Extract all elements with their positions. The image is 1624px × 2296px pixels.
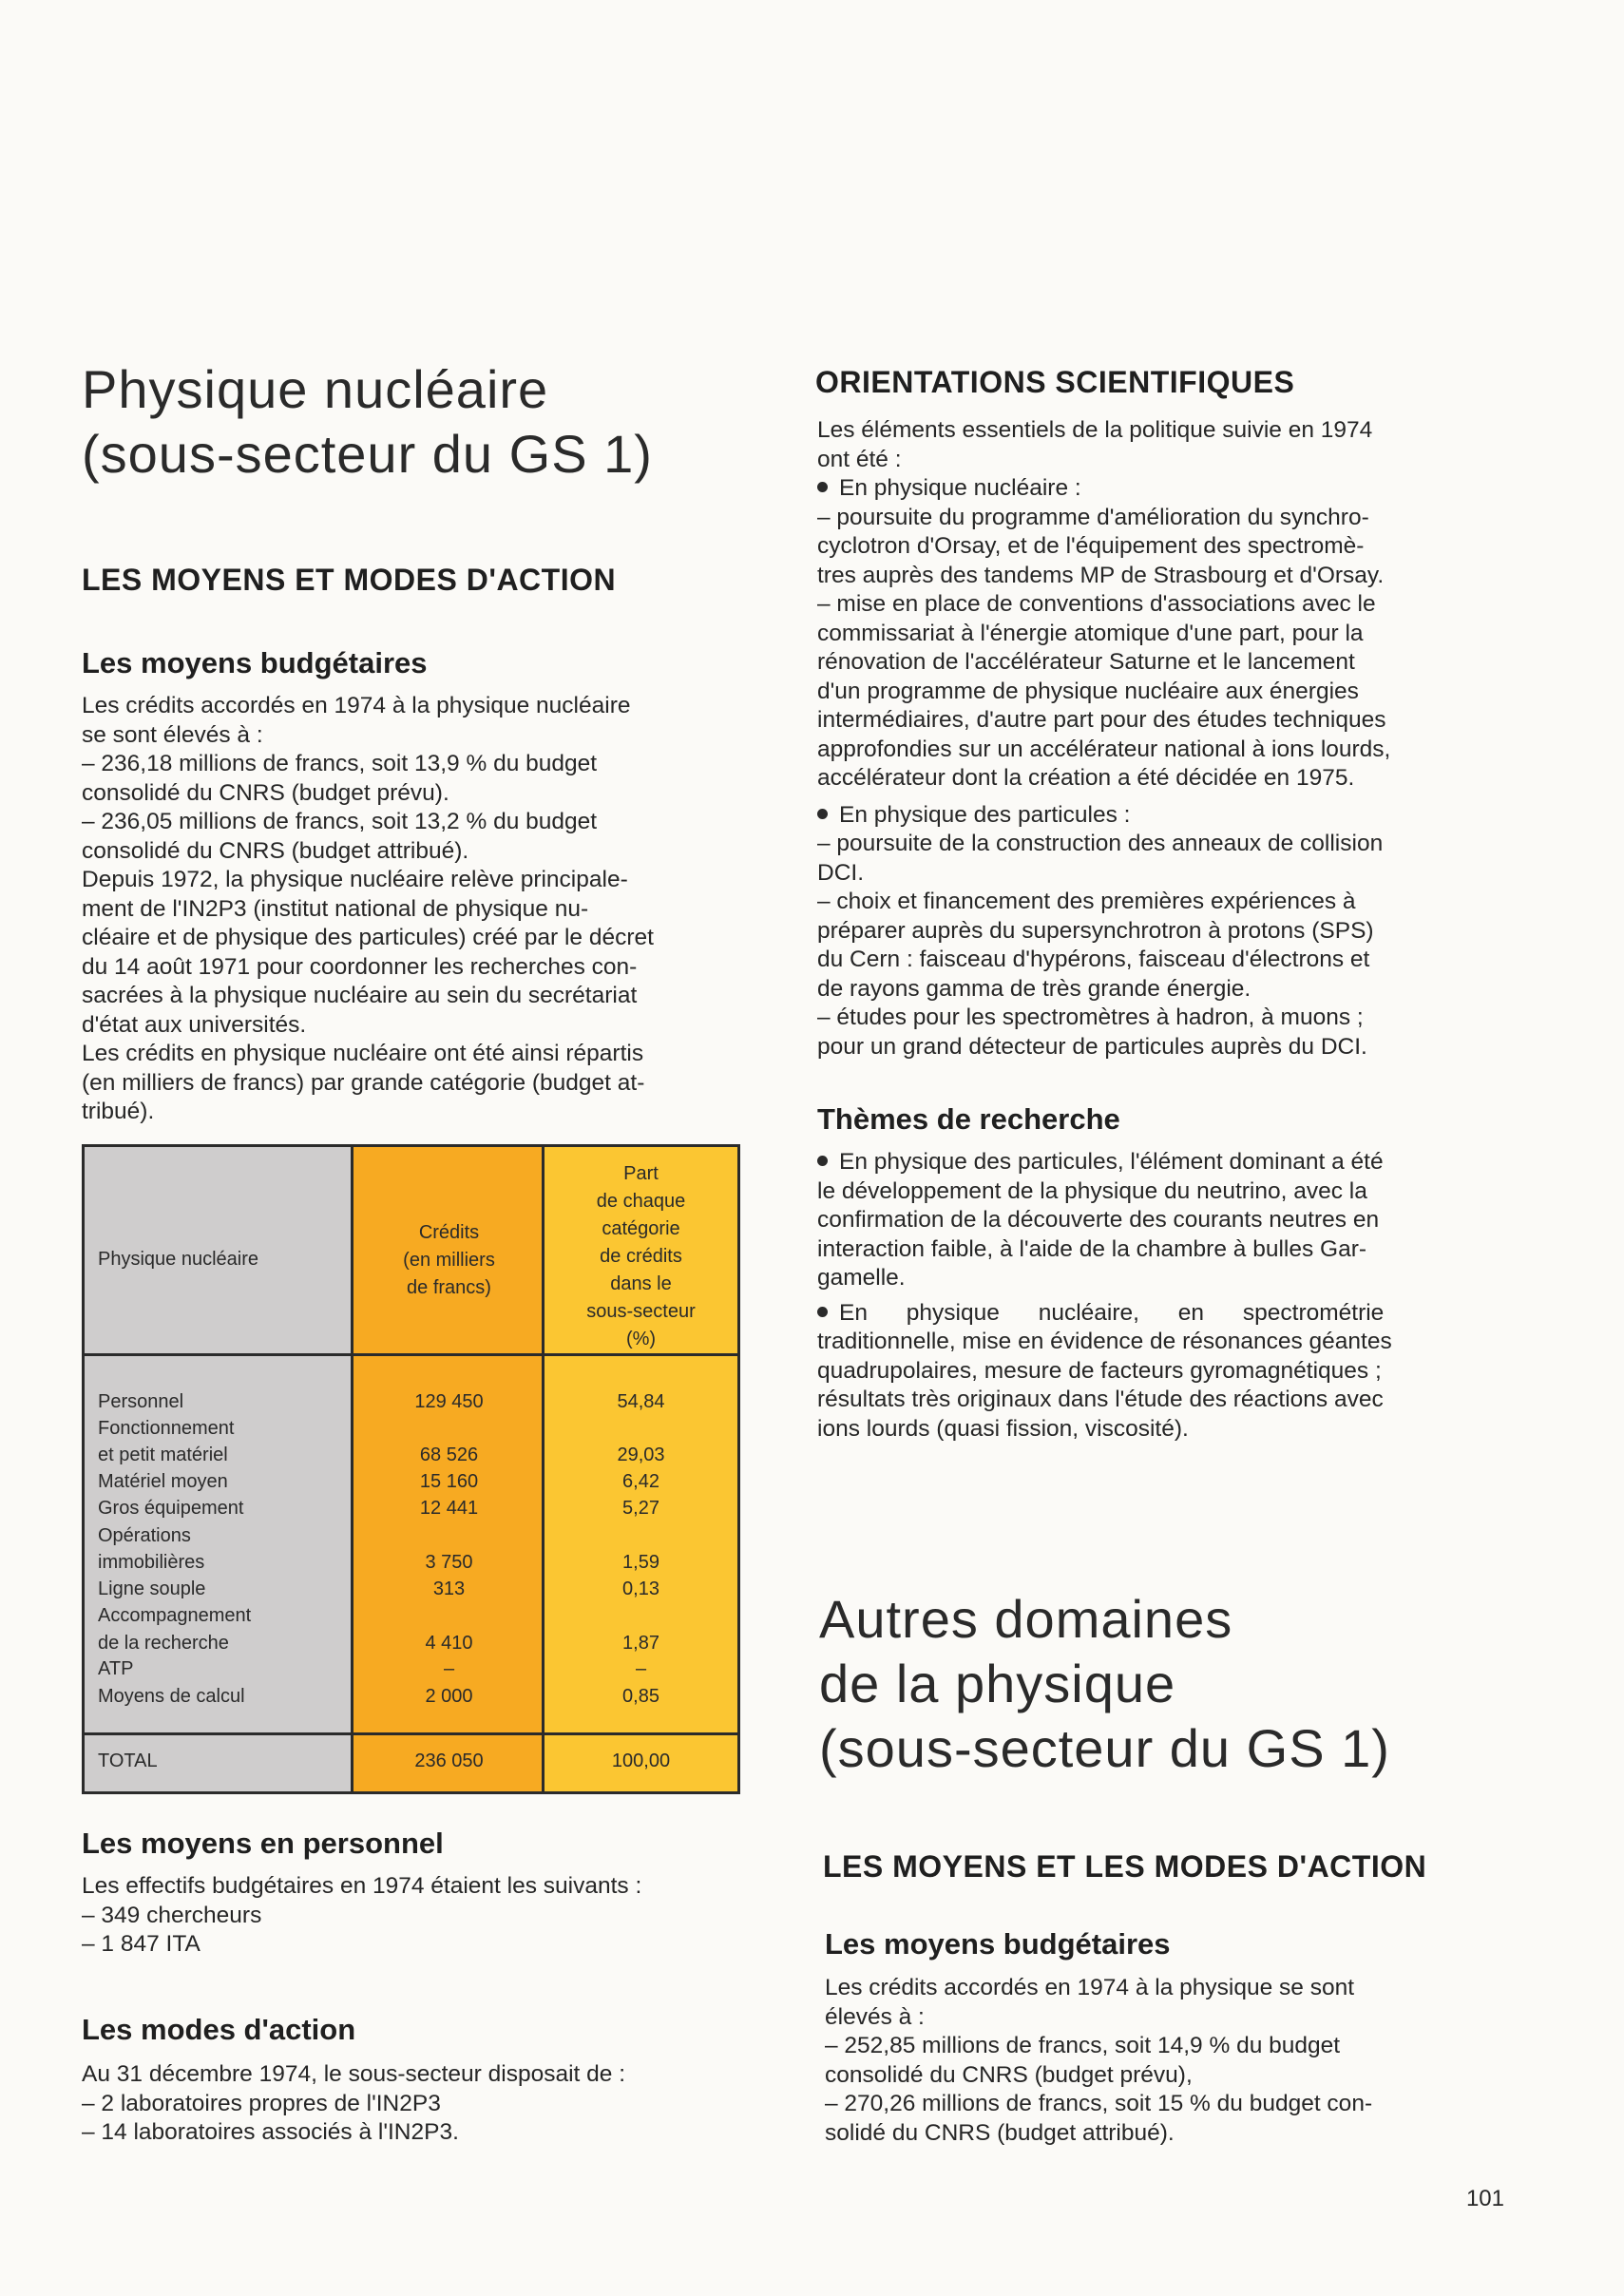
text-line: préparer auprès du supersynchrotron à protons (SPS) [817,917,1374,944]
heading-moyens-personnel: Les moyens en personnel [82,1827,444,1860]
text-line: commissariat à l'énergie atomique d'une part, pour la [817,620,1364,646]
table-row-credits: 12 441 [419,1498,479,1519]
bullet-line [817,1148,1498,1177]
table-row-credits: 129 450 [414,1391,484,1412]
text-line: résultats très originaux dans l'étude des réactions avec [817,1387,1384,1412]
text-line: interaction faible, à l'aide de la chambre à bulles Gar- [817,1235,1367,1262]
table-row-part: 1,87 [622,1633,659,1654]
heading-orientations: ORIENTATIONS SCIENTIFIQUES [815,365,1295,399]
header-line: dans le [610,1273,672,1294]
text-line: gamelle. [817,1265,906,1291]
section-title-other-physics [819,1587,1390,1781]
text-line: – 236,18 millions de francs, soit 13,9 % du budget [82,751,598,776]
table-row-credits: – [443,1658,455,1679]
table-total-credits: 236 050 [414,1751,484,1771]
text-line: consolidé du CNRS (budget attribué). [82,837,469,864]
bullet-line [817,801,1498,831]
heading-themes: Thèmes de recherche [817,1102,1120,1136]
orientations-paragraph [817,416,1498,1062]
text-line: Au 31 décembre 1974, le sous-secteur disposait de : [82,2061,626,2087]
text-line: approfondies sur un accélérateur national à ions lourds, [817,736,1391,762]
title-line: (sous-secteur du GS 1) [82,424,653,484]
text-line: le développement de la physique du neutrino, avec la [817,1177,1367,1204]
text-line: pour un grand détecteur de particules auprès du DCI. [817,1033,1367,1060]
text-line: d'état aux universités. [82,1011,307,1038]
text-line: Les crédits accordés en 1974 à la physique se sont [825,1975,1355,2000]
table-row-credits: 68 526 [419,1445,479,1465]
table-header-part [545,1160,737,1353]
table-row-part: 1,59 [622,1552,659,1573]
text-line: du Cern : faisceau d'hypérons, faisceau d'électrons et [817,947,1370,972]
text-line: DCI. [817,859,864,886]
header-line: Part [623,1163,659,1184]
personnel-paragraph [82,1872,739,1960]
bullet-text: En physique nucléaire : [839,475,1081,501]
table-row-part: 0,13 [622,1578,659,1599]
table-row-part: 5,27 [622,1498,659,1519]
table-total-part: 100,00 [611,1751,671,1771]
table-row-label: Gros équipement [98,1498,244,1519]
text-line: Les crédits en physique nucléaire ont été ainsi répartis [82,1041,644,1066]
table-row-label: Ligne souple [98,1578,206,1599]
text-line: consolidé du CNRS (budget prévu). [82,779,449,806]
header-line: (en milliers [403,1250,495,1271]
text-line: – poursuite du programme d'amélioration du synchro- [817,504,1369,530]
text-line: du 14 août 1971 pour coordonner les recherches con- [82,953,638,980]
text-line: – 349 chercheurs [82,1902,262,1928]
table-total-rule [85,1732,737,1735]
table-row-credits: 4 410 [425,1633,473,1654]
text-line: Les crédits accordés en 1974 à la physique nucléaire [82,693,631,718]
title-line: de la physique [819,1654,1176,1713]
table-row-credits: 313 [432,1578,466,1599]
page-number: 101 [1465,2186,1504,2211]
text-line: – 252,85 millions de francs, soit 14,9 % du budget [825,2033,1341,2058]
heading-moyens-modes-2: LES MOYENS ET LES MODES D'ACTION [823,1849,1427,1884]
table-row-credits: 3 750 [425,1552,473,1573]
text-line: – 270,26 millions de francs, soit 15 % du budget con- [825,2091,1373,2116]
text-line: – 236,05 millions de francs, soit 13,2 % du budget [82,809,598,834]
table-row-part: 54,84 [617,1391,665,1412]
table-row-label: immobilières [98,1552,205,1573]
text-line: – poursuite de la construction des anneaux de collision [817,831,1384,856]
text-line: ment de l'IN2P3 (institut national de physique nu- [82,895,589,922]
text-line: cyclotron d'Orsay, et de l'équipement des spectromè- [817,533,1365,559]
text-line: d'un programme de physique nucléaire aux énergies [817,678,1359,704]
text-line: tres auprès des tandems MP de Strasbourg et d'Orsay. [817,562,1385,588]
table-row-part: – [635,1658,647,1679]
table-row-part: 29,03 [617,1445,665,1465]
table-row-part: 6,42 [622,1471,659,1492]
table-row-label: Matériel moyen [98,1471,228,1492]
text-line: traditionnelle, mise en évidence de résonances géantes [817,1329,1392,1354]
table-row-label: et petit matériel [98,1445,228,1465]
header-line: de crédits [600,1246,682,1267]
header-line: (%) [625,1329,657,1349]
text-line: cléaire et de physique des particules) créé par le décret [82,925,654,950]
table-total-label: TOTAL [98,1751,158,1771]
text-line: élevés à : [825,2003,925,2030]
header-line: de francs) [407,1277,491,1298]
table-header-label: Physique nucléaire [98,1249,258,1270]
text-line: intermédiaires, d'autre part pour des études techniques [817,707,1386,733]
text-line: sacrées à la physique nucléaire au sein du secrétariat [82,983,638,1008]
header-line: de chaque [596,1191,686,1212]
table-row-label: Opérations [98,1525,191,1546]
bullet-line [817,474,1498,504]
text-line: – 14 laboratoires associés à l'IN2P3. [82,2119,459,2145]
bullet-icon [817,1156,828,1166]
header-line: Crédits [418,1222,480,1243]
text-line: Les effectifs budgétaires en 1974 étaient les suivants : [82,1873,642,1899]
heading-modes-action: Les modes d'action [82,2013,356,2046]
text-line: – 1 847 ITA [82,1931,201,1957]
modes-paragraph [82,2060,739,2148]
title-line: (sous-secteur du GS 1) [819,1718,1390,1778]
text-line: se sont élevés à : [82,721,263,748]
table-row-label: Accompagnement [98,1605,252,1626]
table-header-credits [353,1219,545,1302]
bullet-line [817,1299,1498,1329]
text-line: Depuis 1972, la physique nucléaire relève principale- [82,867,628,892]
table-row-label: Moyens de calcul [98,1686,245,1707]
bullet-icon [817,809,828,819]
bullet-text: En physique des particules : [839,801,1131,828]
header-line: sous-secteur [586,1301,696,1322]
text-line: – 2 laboratoires propres de l'IN2P3 [82,2090,441,2116]
text-line: tribué). [82,1099,155,1124]
title-line: Autres domaines [819,1589,1233,1649]
section-title-nuclear [82,357,653,487]
text-line: consolidé du CNRS (budget prévu), [825,2061,1193,2088]
bullet-icon [817,482,828,492]
title-line: Physique nucléaire [82,359,549,419]
text-line: (en milliers de francs) par grande catégorie (budget at- [82,1069,645,1096]
text-line: accélérateur dont la création a été décidée en 1975. [817,765,1355,791]
table-row-label: ATP [98,1658,134,1679]
budget2-paragraph [825,1974,1498,2148]
text-line: – études pour les spectromètres à hadron, à muons ; [817,1004,1364,1030]
bullet-text: En physique des particules, l'élément dominant a été [839,1149,1384,1175]
text-line: confirmation de la découverte des courants neutres en [817,1207,1380,1233]
table-row-label: de la recherche [98,1633,229,1654]
text-line: Les éléments essentiels de la politique suivie en 1974 [817,417,1373,443]
text-line: solidé du CNRS (budget attribué). [825,2119,1175,2146]
themes-paragraph [817,1148,1498,1444]
table-row-credits: 15 160 [419,1471,479,1492]
text-line: ions lourds (quasi fission, viscosité). [817,1415,1189,1442]
table-header-rule [85,1353,737,1356]
text-line: ont été : [817,446,902,472]
text-line: de rayons gamma de très grande énergie. [817,975,1251,1002]
table-row-credits: 2 000 [425,1686,473,1707]
bullet-icon [817,1307,828,1317]
text-line: quadrupolaires, mesure de facteurs gyromagnétiques ; [817,1357,1382,1384]
heading-moyens-budgetaires-2: Les moyens budgétaires [825,1927,1171,1961]
bullet-text: En physique nucléaire, en spectrométrie [839,1299,1385,1326]
budget-table [82,1144,740,1794]
heading-moyens-modes: LES MOYENS ET MODES D'ACTION [82,563,617,597]
budget-paragraph [82,692,739,1127]
heading-moyens-budgetaires: Les moyens budgétaires [82,646,428,679]
table-row-part: 0,85 [622,1686,659,1707]
header-line: catégorie [602,1218,680,1239]
text-line: rénovation de l'accélérateur Saturne et le lancement [817,649,1355,675]
table-row-label: Personnel [98,1391,184,1412]
table-row-label: Fonctionnement [98,1418,235,1439]
text-line: – choix et financement des premières expériences à [817,889,1356,914]
text-line: – mise en place de conventions d'associations avec le [817,591,1376,617]
